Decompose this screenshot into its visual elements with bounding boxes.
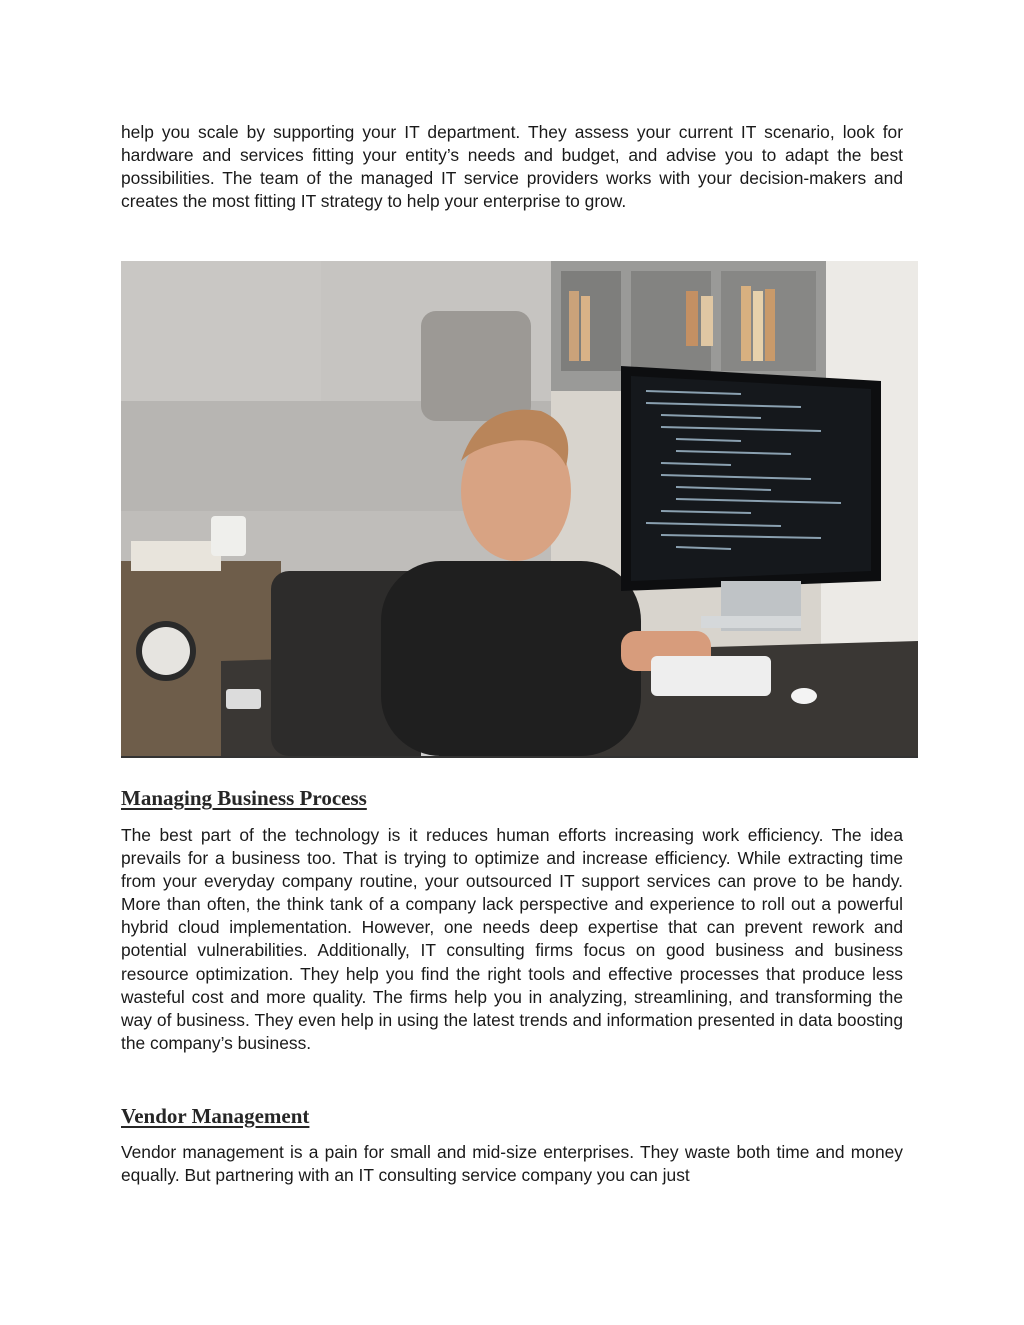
process-heading: Managing Business Process (121, 786, 367, 810)
office-photo (121, 261, 918, 758)
photo-illustration (121, 261, 918, 756)
vendor-paragraph: Vendor management is a pain for small and mid-size enterprises. They waste both time and money equally. But partnering with an IT consulting service company you can just (121, 1142, 903, 1186)
intro-paragraph: help you scale by supporting your IT department. They assess your current IT scenario, look for hardware and services fitting your entity’s needs and budget, and advise you to adapt the best possibilities. The team of the managed IT service providers works with your decision-makers and creates the most fitting IT strategy to help your enterprise to grow. (121, 122, 903, 212)
vendor-heading: Vendor Management (121, 1104, 310, 1128)
process-paragraph: The best part of the technology is it reduces human efforts increasing work efficiency. The idea prevails for a business too. That is trying to optimize and increase efficiency. While extracting time from your everyday company routine, your outsourced IT support services can prove to be handy. More than often, the think tank of a company lack perspective and experience to roll out a powerful hybrid cloud implementation. However, one needs deep expertise that can prevent rework and potential vulnerabilities. Additionally, IT consulting firms focus on good business and business resource optimization. They help you find the right tools and effective processes that produce less wasteful cost and more quality. The firms help you in analyzing, streamlining, and transforming the way of business. They even help in using the latest trends and information presented in data boosting the company’s business. (121, 825, 903, 1053)
